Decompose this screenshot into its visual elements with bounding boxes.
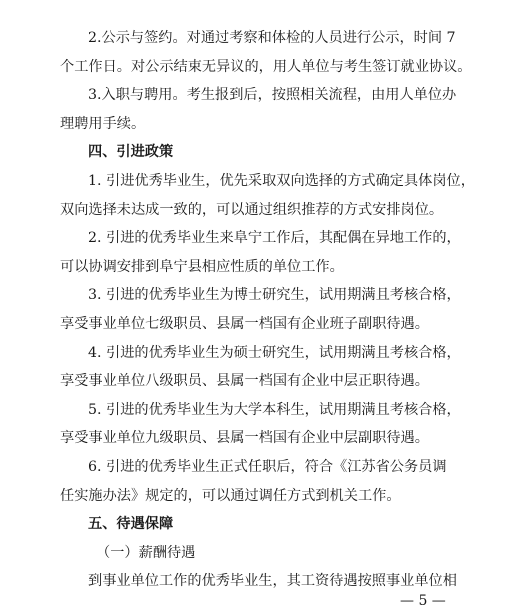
- subsection-heading: （一）薪酬待遇: [96, 544, 196, 561]
- paragraph-line: 可以协调安排到阜宁县相应性质的单位工作。: [60, 258, 344, 275]
- paragraph-line: 任实施办法》规定的，可以通过调任方式到机关工作。: [60, 487, 401, 504]
- paragraph-line: 3. 引进的优秀毕业生为博士研究生，试用期满且考核合格，: [88, 287, 461, 304]
- paragraph-line: 5. 引进的优秀毕业生为大学本科生，试用期满且考核合格，: [88, 401, 461, 418]
- paragraph-line: 2.公示与签约。对通过考察和体检的人员进行公示，时间 7: [88, 30, 456, 46]
- paragraph-line: 享受事业单位八级职员、县属一档国有企业中层正职待遇。: [60, 373, 429, 390]
- page-number: — 5 —: [400, 593, 446, 609]
- paragraph-line: 享受事业单位九级职员、县属一档国有企业中层副职待遇。: [60, 430, 429, 447]
- paragraph-line: 个工作日。对公示结束无异议的，用人单位与考生签订就业协议。: [60, 58, 472, 75]
- paragraph-line: 双向选择未达成一致的，可以通过组织推荐的方式安排岗位。: [60, 201, 444, 218]
- paragraph-line: 4. 引进的优秀毕业生为硕士研究生，试用期满且考核合格，: [88, 344, 461, 361]
- paragraph-line: 1. 引进优秀毕业生，优先采取双向选择的方式确定具体岗位，: [88, 173, 475, 189]
- section-heading: 五、待遇保障: [88, 516, 174, 533]
- paragraph-line: 理聘用手续。: [60, 115, 146, 132]
- paragraph-line: 到事业单位工作的优秀毕业生，其工资待遇按照事业单位相: [88, 573, 457, 590]
- paragraph-line: 3.入职与聘用。考生报到后，按照相关流程，由用人单位办: [88, 87, 457, 104]
- paragraph-line: 6. 引进的优秀毕业生正式任职后，符合《江苏省公务员调: [88, 459, 447, 475]
- paragraph-line: 2. 引进的优秀毕业生来阜宁工作后，其配偶在异地工作的，: [88, 230, 461, 247]
- paragraph-line: 享受事业单位七级职员、县属一档国有企业班子副职待遇。: [60, 316, 429, 332]
- section-heading: 四、引进政策: [88, 144, 174, 161]
